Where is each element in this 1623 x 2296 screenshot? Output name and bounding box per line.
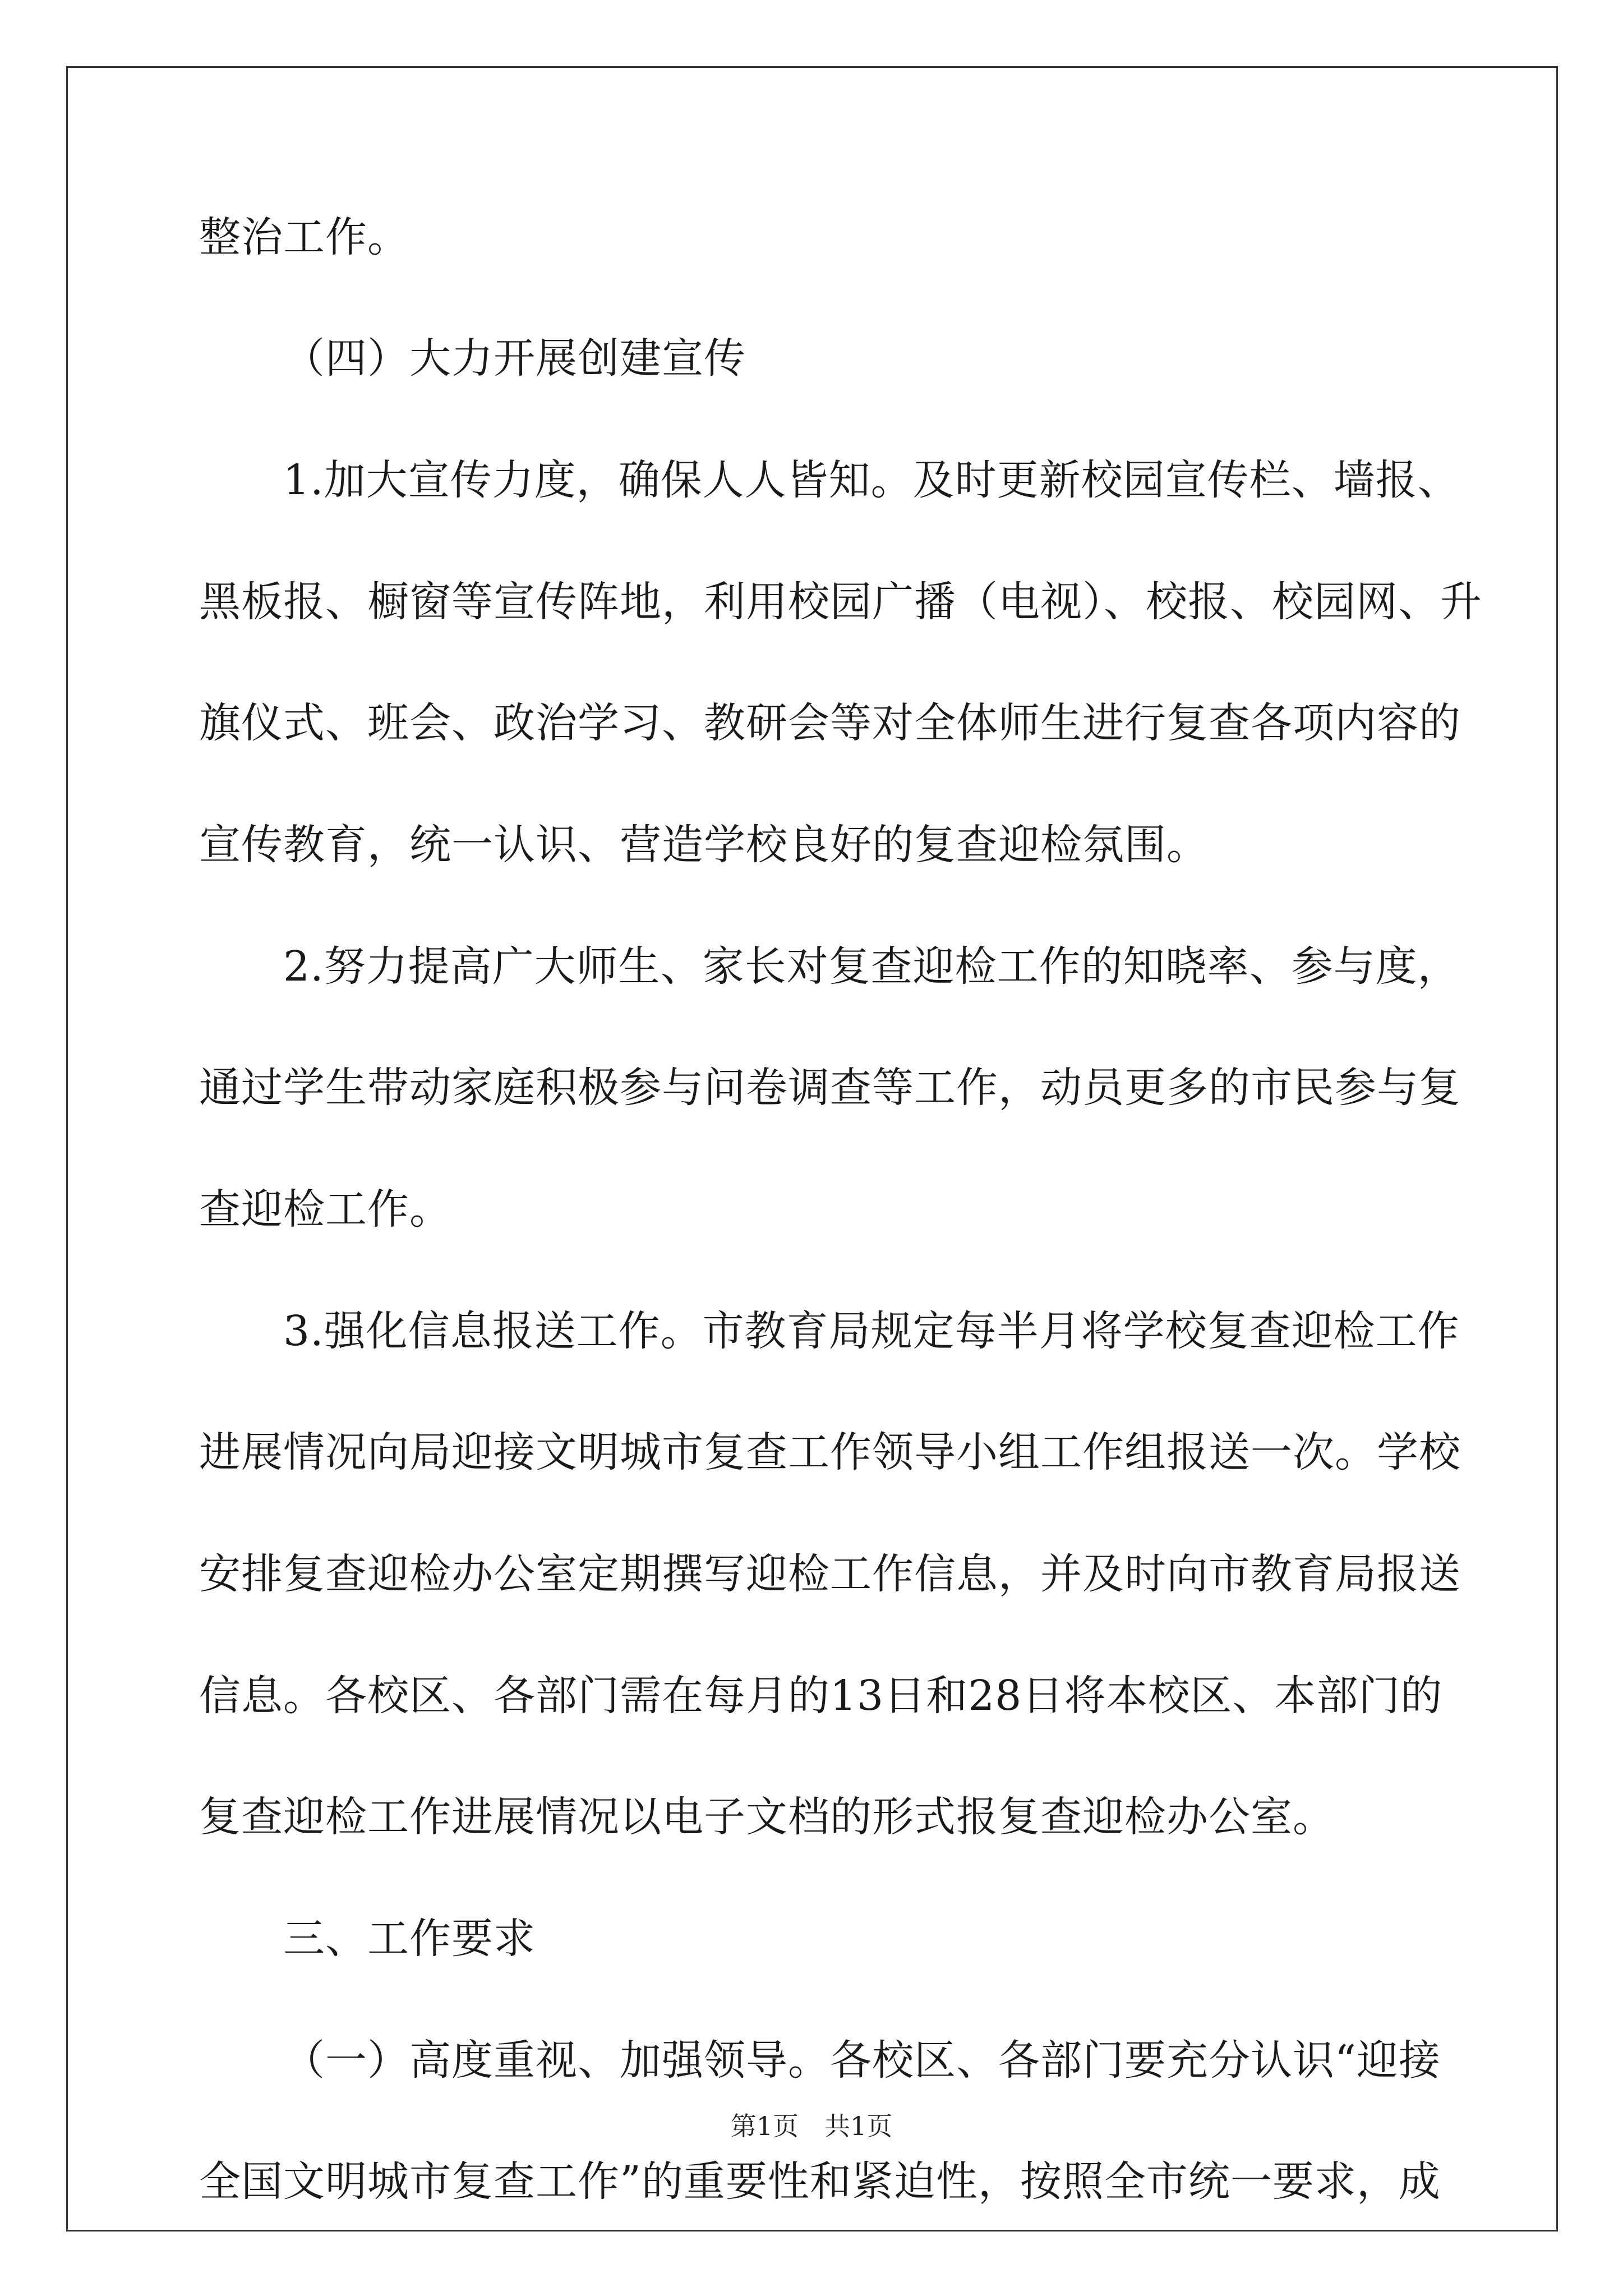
text-line: 3.强化信息报送工作。市教育局规定每半月将学校复查迎检工作 [283,1307,1460,1355]
text-line: 查迎检工作。 [199,1185,451,1234]
text-line: 1.加大宣传力度，确保人人皆知。及时更新校园宣传栏、墙报、 [283,456,1460,504]
text-line: 信息。各校区、各部门需在每月的13日和28日将本校区、本部门的 [199,1672,1443,1720]
page-footer: 第1页 共1页 [730,2111,893,2141]
text-line: 2.努力提高广大师生、家长对复查迎检工作的知晓率、参与度， [283,942,1460,991]
text-line: 宣传教育，统一认识、营造学校良好的复查迎检氛围。 [199,821,1209,869]
page-border [66,66,1558,2231]
text-line: 黑板报、橱窗等宣传阵地，利用校园广播（电视）、校报、校园网、升 [199,578,1482,626]
section-heading: （四）大力开展创建宣传 [283,334,746,383]
text-line: 全国文明城市复查工作”的重要性和紧迫性，按照全市统一要求，成 [199,2157,1441,2206]
text-line: 安排复查迎检办公室定期撰写迎检工作信息，并及时向市教育局报送 [199,1550,1461,1598]
text-line: 复查迎检工作进展情况以电子文档的形式报复查迎检办公室。 [199,1793,1335,1841]
text-line: 旗仪式、班会、政治学习、教研会等对全体师生进行复查各项内容的 [199,699,1461,747]
text-line: 整治工作。 [199,213,409,261]
text-line: （一）高度重视、加强领导。各校区、各部门要充分认识“迎接 [283,2036,1441,2085]
section-heading: 三、工作要求 [283,1915,536,1963]
text-line: 进展情况向局迎接文明城市复查工作领导小组工作组报送一次。学校 [199,1428,1461,1476]
text-line: 通过学生带动家庭积极参与问卷调查等工作，动员更多的市民参与复 [199,1064,1461,1112]
